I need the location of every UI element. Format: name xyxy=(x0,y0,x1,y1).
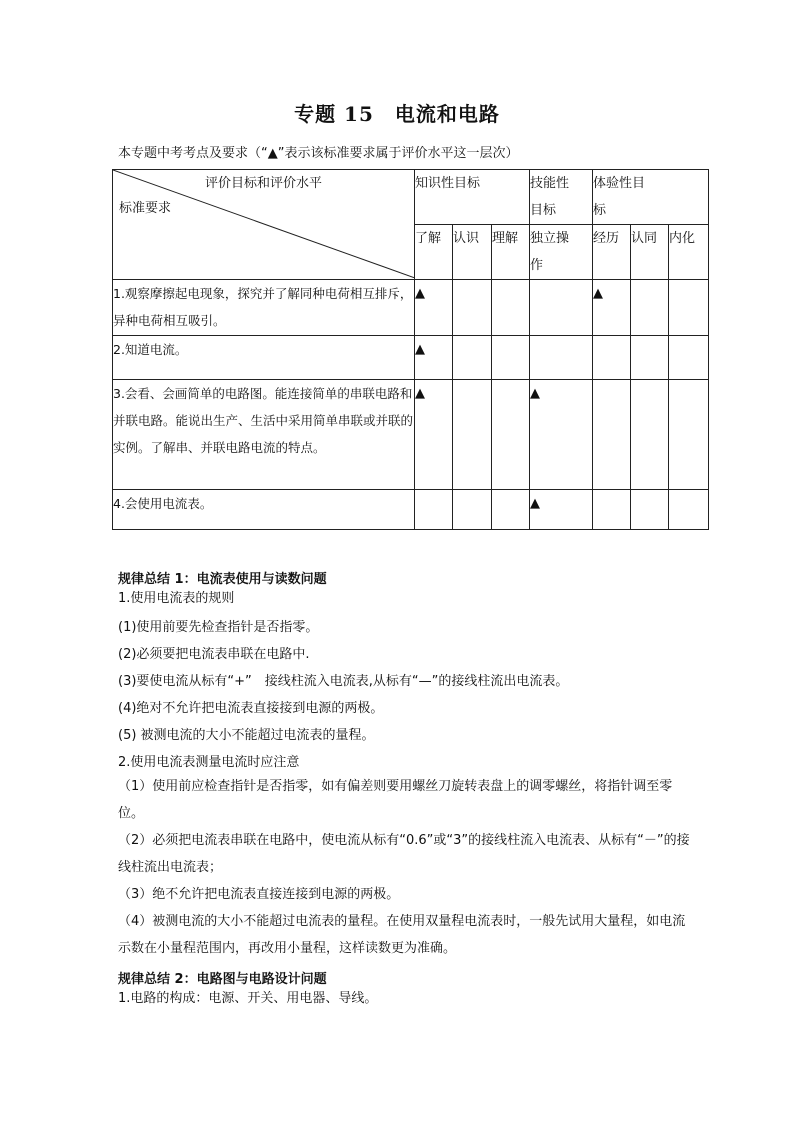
mark-cell xyxy=(492,336,530,380)
evaluation-table xyxy=(112,169,709,530)
summary1-subtitle2: 2.使用电流表测量电流时应注意 xyxy=(118,755,300,770)
row-requirement: 3.会看、会画简单的电路图。能连接简单的串联电路和并联电路。能说出生产、生活中采用简单串联或并联的实例。了解串、并联电路电流的特点。 xyxy=(113,380,415,490)
mark-cell xyxy=(453,336,492,380)
page-title: 专题 15 电流和电路 xyxy=(294,102,500,126)
rule-item: (1)使用前要先检查指针是否指零。 xyxy=(118,620,319,635)
diag-top-label: 评价目标和评价水平 xyxy=(204,176,322,191)
mark-cell xyxy=(631,336,669,380)
sub-header: 理解 xyxy=(492,225,530,280)
note-item: （2）必须把电流表串联在电路中，使电流从标有“0.6”或“3”的接线柱流入电流表、从标有“－”的接线柱流出电流表； xyxy=(118,833,690,875)
summary1-heading: 规律总结 1：电流表使用与读数问题 xyxy=(118,572,327,587)
mark-cell xyxy=(492,490,530,530)
table-row xyxy=(113,490,709,530)
mark-cell xyxy=(669,280,709,336)
mark-cell xyxy=(593,336,631,380)
mark-cell xyxy=(415,490,453,530)
mark-cell xyxy=(593,490,631,530)
mark-cell: ▲ xyxy=(415,280,453,336)
mark-cell: ▲ xyxy=(530,380,593,490)
group-experience: 体验性目标 xyxy=(593,170,709,225)
row-requirement: 2.知道电流。 xyxy=(113,336,415,380)
mark-cell xyxy=(669,490,709,530)
table-row xyxy=(113,336,709,380)
mark-cell xyxy=(631,280,669,336)
mark-cell xyxy=(631,490,669,530)
mark-cell xyxy=(453,490,492,530)
summary2-heading: 规律总结 2：电路图与电路设计问题 xyxy=(118,972,327,987)
group-knowledge: 知识性目标 xyxy=(415,170,530,225)
mark-cell xyxy=(492,380,530,490)
mark-cell xyxy=(669,380,709,490)
rule-item: (2)必须要把电流表串联在电路中. xyxy=(118,647,310,662)
sub-header: 了解 xyxy=(415,225,453,280)
rule-item: (5) 被测电流的大小不能超过电流表的量程。 xyxy=(118,728,375,743)
mark-cell xyxy=(631,380,669,490)
note-item: （1）使用前应检查指针是否指零，如有偏差则要用螺丝刀旋转表盘上的调零螺丝，将指针调至零位。 xyxy=(118,779,673,821)
group-skill: 技能性目标 xyxy=(530,170,593,225)
sub-header: 认同 xyxy=(631,225,669,280)
summary2-line: 1.电路的构成：电源、开关、用电器、导线。 xyxy=(118,991,378,1006)
table-row xyxy=(113,280,709,336)
intro-text: 本专题中考考点及要求（“▲”表示该标准要求属于评价水平这一层次） xyxy=(118,146,519,161)
row-requirement: 1.观察摩擦起电现象，探究并了解同种电荷相互排斥，异种电荷相互吸引。 xyxy=(113,280,415,336)
note-item: （4）被测电流的大小不能超过电流表的量程。在使用双量程电流表时，一般先试用大量程，如电流示数在小量程范围内，再改用小量程，这样读数更为准确。 xyxy=(118,914,686,956)
table-row xyxy=(113,380,709,490)
mark-cell xyxy=(492,280,530,336)
mark-cell xyxy=(453,380,492,490)
mark-cell xyxy=(669,336,709,380)
summary1-subtitle: 1.使用电流表的规则 xyxy=(118,591,235,606)
mark-cell: ▲ xyxy=(415,380,453,490)
rule-item: (3)要使电流从标有“+” 接线柱流入电流表,从标有“—”的接线柱流出电流表。 xyxy=(118,674,569,689)
mark-cell: ▲ xyxy=(530,490,593,530)
sub-header: 内化 xyxy=(669,225,709,280)
row-requirement: 4.会使用电流表。 xyxy=(113,490,415,530)
diagonal-header-cell xyxy=(113,170,415,280)
sub-header: 独立操作 xyxy=(530,225,593,280)
sub-header: 经历 xyxy=(593,225,631,280)
mark-cell xyxy=(530,280,593,336)
mark-cell xyxy=(530,336,593,380)
rule-item: (4)绝对不允许把电流表直接接到电源的两极。 xyxy=(118,701,384,716)
note-item: （3）绝不允许把电流表直接连接到电源的两极。 xyxy=(118,887,400,902)
mark-cell: ▲ xyxy=(593,280,631,336)
mark-cell xyxy=(453,280,492,336)
mark-cell xyxy=(593,380,631,490)
sub-header: 认识 xyxy=(453,225,492,280)
diag-left-label: 标准要求 xyxy=(119,201,172,216)
mark-cell: ▲ xyxy=(415,336,453,380)
